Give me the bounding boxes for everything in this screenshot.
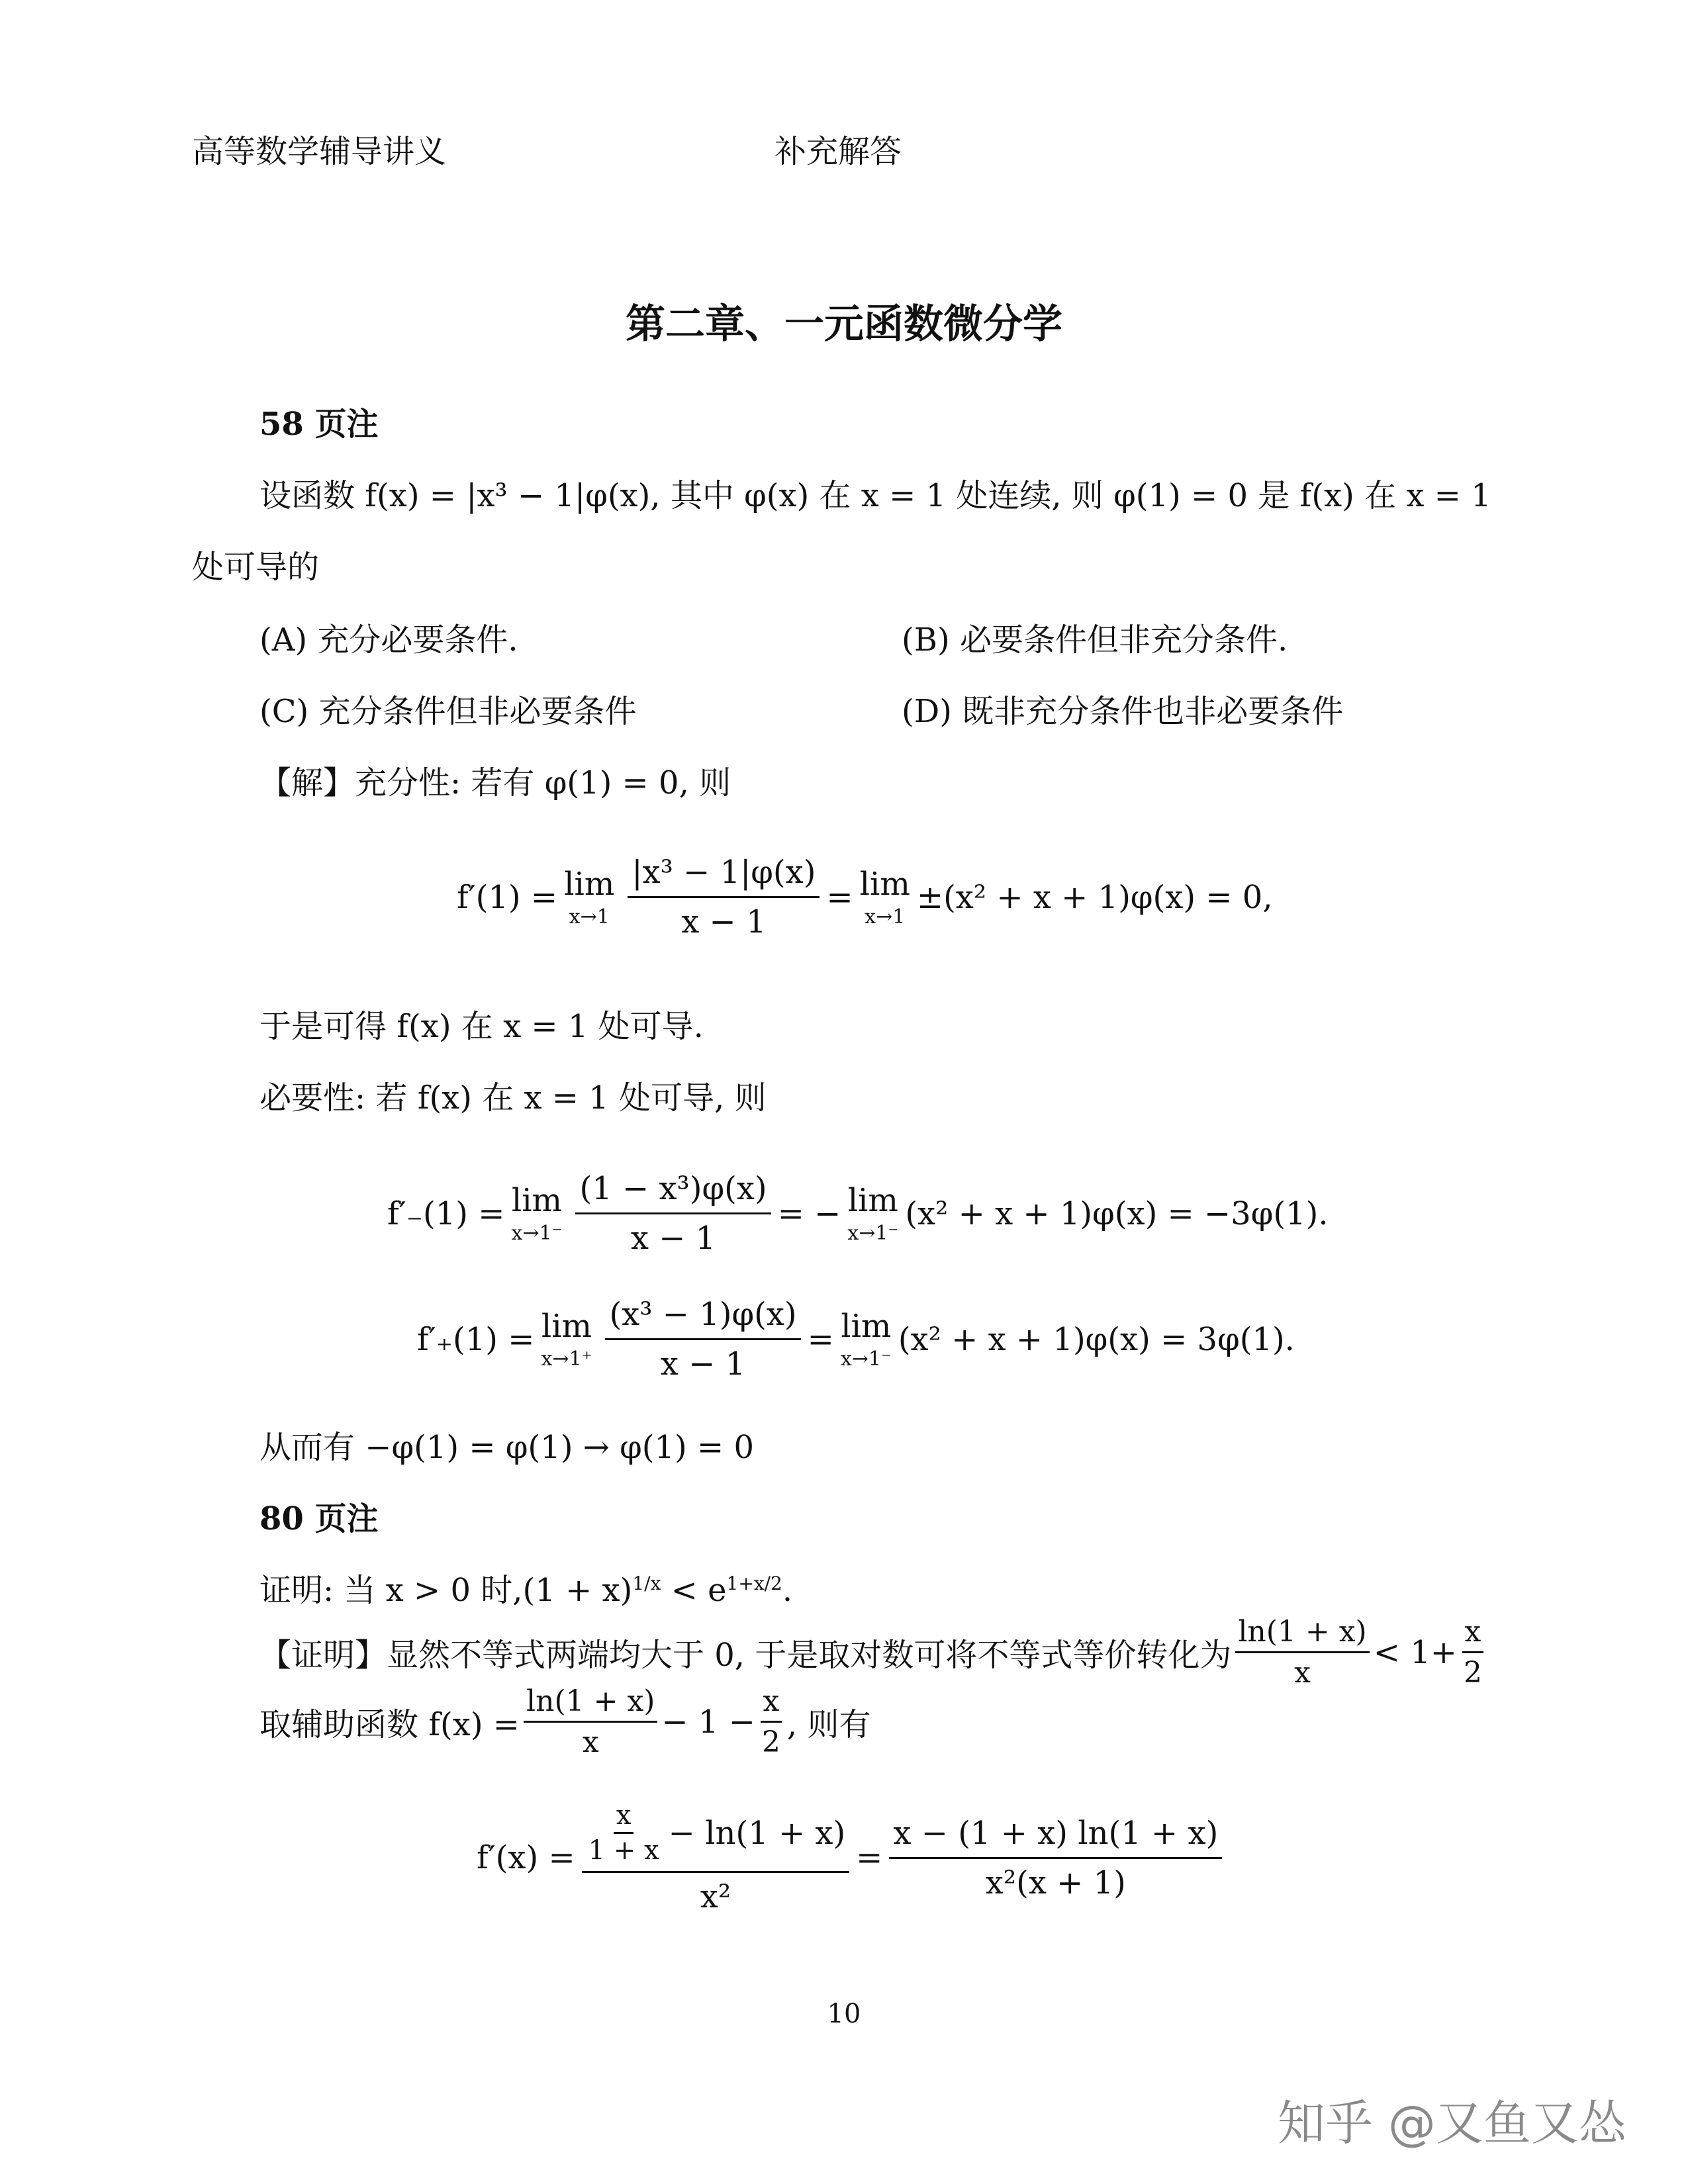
aux-frac2-num: x [761,1684,782,1723]
page-number: 10 [827,1999,861,2029]
eq4-mid: = [856,1839,883,1876]
option-a: (A) 充分必要条件. [259,621,518,659]
eq1-rhs: ±(x² + x + 1)φ(x) = 0, [916,878,1273,916]
eq2-lim2-sub: x→1⁻ [847,1222,899,1245]
eq3-rhs: (x² + x + 1)φ(x) = 3φ(1). [898,1320,1295,1358]
statement-exp1: 1/x [632,1572,661,1594]
ineq-rhs-frac [1461,1615,1485,1690]
aux-frac2 [759,1684,783,1759]
proof-intro-line [259,1615,1489,1690]
equation-2 [387,1170,1329,1257]
eq3-frac [605,1296,800,1383]
problem-line2: 处可导的 [192,549,320,586]
watermark: 知乎 @又鱼又怂 [1278,2095,1626,2151]
statement-end: . [782,1572,793,1609]
eq1-lim2 [860,866,910,929]
eq1-mid: = [826,878,853,916]
equation-3 [417,1296,1295,1383]
eq4-num-rest: − ln(1 + x) [668,1814,846,1852]
ineq-den: x [1294,1656,1311,1690]
eq4-den: x² [700,1878,731,1915]
solution-intro: 【解】充分性: 若有 φ(1) = 0, 则 [259,764,731,801]
eq4-rhs-den: x²(x + 1) [985,1864,1126,1901]
eq1-lim1 [564,866,614,929]
eq2-lim1-sub: x→1⁻ [511,1222,563,1245]
statement-exp2: 1+x/2 [726,1572,782,1594]
aux-num: ln(1 + x) [524,1684,657,1723]
eq3-frac-num: (x³ − 1)φ(x) [605,1296,800,1340]
option-d: (D) 既非充分条件也非必要条件 [902,693,1344,730]
eq4-rhs-frac [889,1815,1222,1901]
eq1-frac [628,854,820,940]
option-c: (C) 充分条件但非必要条件 [259,693,637,730]
eq4-num [582,1800,850,1873]
aux-frac [524,1684,657,1759]
eq4-inner-frac [586,1800,662,1866]
eq2-mid: = − [777,1195,841,1232]
ineq-frac [1235,1615,1369,1690]
aux-suffix: , 则有 [786,1706,871,1743]
header-left: 高等数学辅导讲义 [192,133,447,170]
problem-line1: 设函数 f(x) = |x³ − 1|φ(x), 其中 φ(x) 在 x = 1 处连续, 则 φ(1) = 0 是 f(x) 在 x = 1 [259,477,1491,514]
eq4-inner-den: 1 + x [588,1835,659,1866]
statement [259,1565,792,1610]
eq3-mid: = [807,1320,834,1358]
eq4-lhs: f′(x) = [477,1839,575,1876]
eq1-frac-num: |x³ − 1|φ(x) [628,854,820,898]
conclusion-2: 从而有 −φ(1) = φ(1) → φ(1) = 0 [259,1429,755,1466]
eq2-lim1 [511,1182,562,1245]
eq3-lim2-text: lim [841,1308,892,1345]
eq2-frac [575,1170,771,1257]
statement-prefix: 证明: 当 x > 0 时,(1 + x) [259,1572,633,1609]
eq1-lim1-text: lim [564,866,615,903]
equation-4 [477,1800,1229,1915]
aux-prefix: 取辅助函数 f(x) = [259,1706,520,1743]
eq1-frac-den: x − 1 [681,903,767,940]
eq4-frac [582,1800,850,1915]
eq1-lhs: f′(1) = [457,878,558,916]
eq4-inner-num: x [614,1800,634,1834]
eq4-rhs-num: x − (1 + x) ln(1 + x) [889,1815,1222,1859]
header-center: 补充解答 [774,133,902,170]
ineq-rhs: < 1+ [1373,1633,1457,1671]
eq2-rhs: (x² + x + 1)φ(x) = −3φ(1). [905,1195,1329,1232]
option-b: (B) 必要条件但非充分条件. [902,621,1288,659]
eq2-lim2-text: lim [847,1182,898,1219]
eq2-frac-num: (1 − x³)φ(x) [575,1170,771,1214]
eq2-lhs: f′₋(1) = [387,1195,505,1232]
eq3-lim1 [541,1308,592,1371]
eq1-lim2-sub: x→1 [865,905,906,929]
ineq-rhs-num: x [1462,1615,1484,1653]
ineq-num: ln(1 + x) [1235,1615,1369,1653]
eq3-lim1-sub: x→1⁺ [541,1347,592,1371]
chapter-title: 第二章、一元函数微分学 [626,301,1062,347]
eq1-lim2-text: lim [859,866,910,903]
eq3-lim1-text: lim [541,1308,592,1345]
statement-mid: < e [661,1572,727,1609]
eq3-lim2 [841,1308,892,1371]
aux-frac2-den: 2 [761,1725,780,1759]
aux-mid: − 1 − [661,1703,755,1741]
proof-intro: 【证明】显然不等式两端均大于 0, 于是取对数可将不等式等价转化为 [259,1637,1232,1674]
eq3-frac-den: x − 1 [660,1345,746,1383]
eq1-lim1-sub: x→1 [569,905,610,929]
eq2-lim2 [847,1182,898,1245]
ineq-rhs-den: 2 [1463,1656,1482,1690]
eq3-lim2-sub: x→1⁻ [840,1347,892,1371]
aux-den: x [582,1725,599,1759]
section2-heading: 80 页注 [259,1500,379,1537]
conclusion-1: 于是可得 f(x) 在 x = 1 处可导. [259,1008,704,1045]
eq3-lhs: f′₊(1) = [417,1320,535,1358]
eq2-frac-den: x − 1 [630,1220,716,1257]
section1-heading: 58 页注 [259,406,379,443]
equation-1 [457,854,1273,940]
aux-function-line [259,1684,870,1759]
necessity-intro: 必要性: 若 f(x) 在 x = 1 处可导, 则 [259,1079,767,1116]
eq2-lim1-text: lim [511,1182,563,1219]
